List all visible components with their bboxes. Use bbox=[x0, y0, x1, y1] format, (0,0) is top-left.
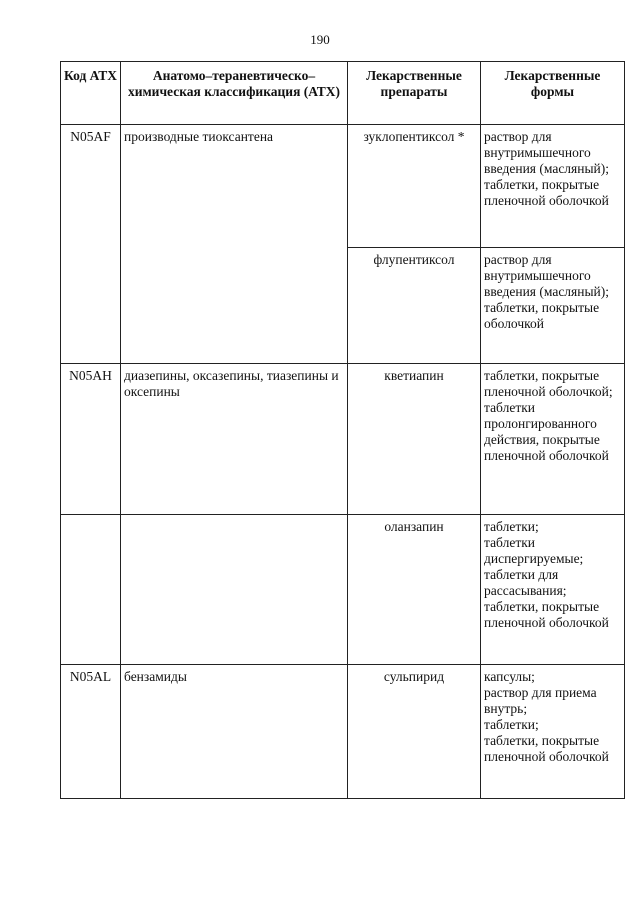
form-item: таблетки для рассасывания; bbox=[484, 567, 567, 598]
form-item: таблетки, покрытые оболочкой bbox=[484, 300, 600, 331]
table-header-row bbox=[61, 62, 625, 125]
header-code: Код АТХ bbox=[61, 62, 121, 125]
drug-cell: оланзапин bbox=[348, 515, 481, 665]
forms-cell bbox=[481, 665, 625, 799]
atx-code-cell bbox=[61, 515, 121, 665]
classification-cell: бензамиды bbox=[121, 665, 348, 799]
table-row bbox=[61, 515, 625, 665]
forms-cell bbox=[481, 125, 625, 248]
form-item: таблетки; bbox=[484, 717, 539, 732]
form-item: таблетки, покрытые пленочной оболочкой bbox=[484, 733, 609, 764]
drug-cell: зуклопентиксол * bbox=[348, 125, 481, 248]
drug-cell: флупентиксол bbox=[348, 248, 481, 364]
forms-cell bbox=[481, 515, 625, 665]
atx-table bbox=[60, 61, 625, 799]
atx-code-cell: N05AF bbox=[61, 125, 121, 364]
form-item: раствор для внутримышечного введения (масляный); bbox=[484, 129, 610, 176]
classification-cell: производные тиоксантена bbox=[121, 125, 348, 364]
form-item: раствор для приема внутрь; bbox=[484, 685, 597, 716]
table-row bbox=[61, 364, 625, 515]
forms-cell bbox=[481, 364, 625, 515]
form-item: таблетки диспергируемые; bbox=[484, 535, 584, 566]
forms-cell bbox=[481, 248, 625, 364]
form-item: таблетки, покрытые пленочной оболочкой bbox=[484, 599, 609, 630]
form-item: таблетки пролонгированного действия, покрытые пленочной оболочкой bbox=[484, 400, 609, 463]
table-row bbox=[61, 665, 625, 799]
header-drugs: Лекарственные препараты bbox=[348, 62, 481, 125]
atx-code-cell: N05AL bbox=[61, 665, 121, 799]
form-item: таблетки, покрытые пленочной оболочкой bbox=[484, 177, 609, 208]
form-item: раствор для внутримышечного введения (масляный); bbox=[484, 252, 610, 299]
table-row bbox=[61, 125, 625, 248]
form-item: таблетки; bbox=[484, 519, 539, 534]
classification-cell bbox=[121, 515, 348, 665]
drug-cell: кветиапин bbox=[348, 364, 481, 515]
page-number: 190 bbox=[310, 32, 330, 47]
header-forms: Лекарственные формы bbox=[481, 62, 625, 125]
header-classification: Анатомо–тераневтическо–химическая классификация (АТХ) bbox=[121, 62, 348, 125]
classification-cell: диазепины, оксазепины, тиазепины и оксепины bbox=[121, 364, 348, 515]
form-item: капсулы; bbox=[484, 669, 535, 684]
drug-cell: сульпирид bbox=[348, 665, 481, 799]
atx-code-cell: N05AH bbox=[61, 364, 121, 515]
form-item: таблетки, покрытые пленочной оболочкой; bbox=[484, 368, 613, 399]
